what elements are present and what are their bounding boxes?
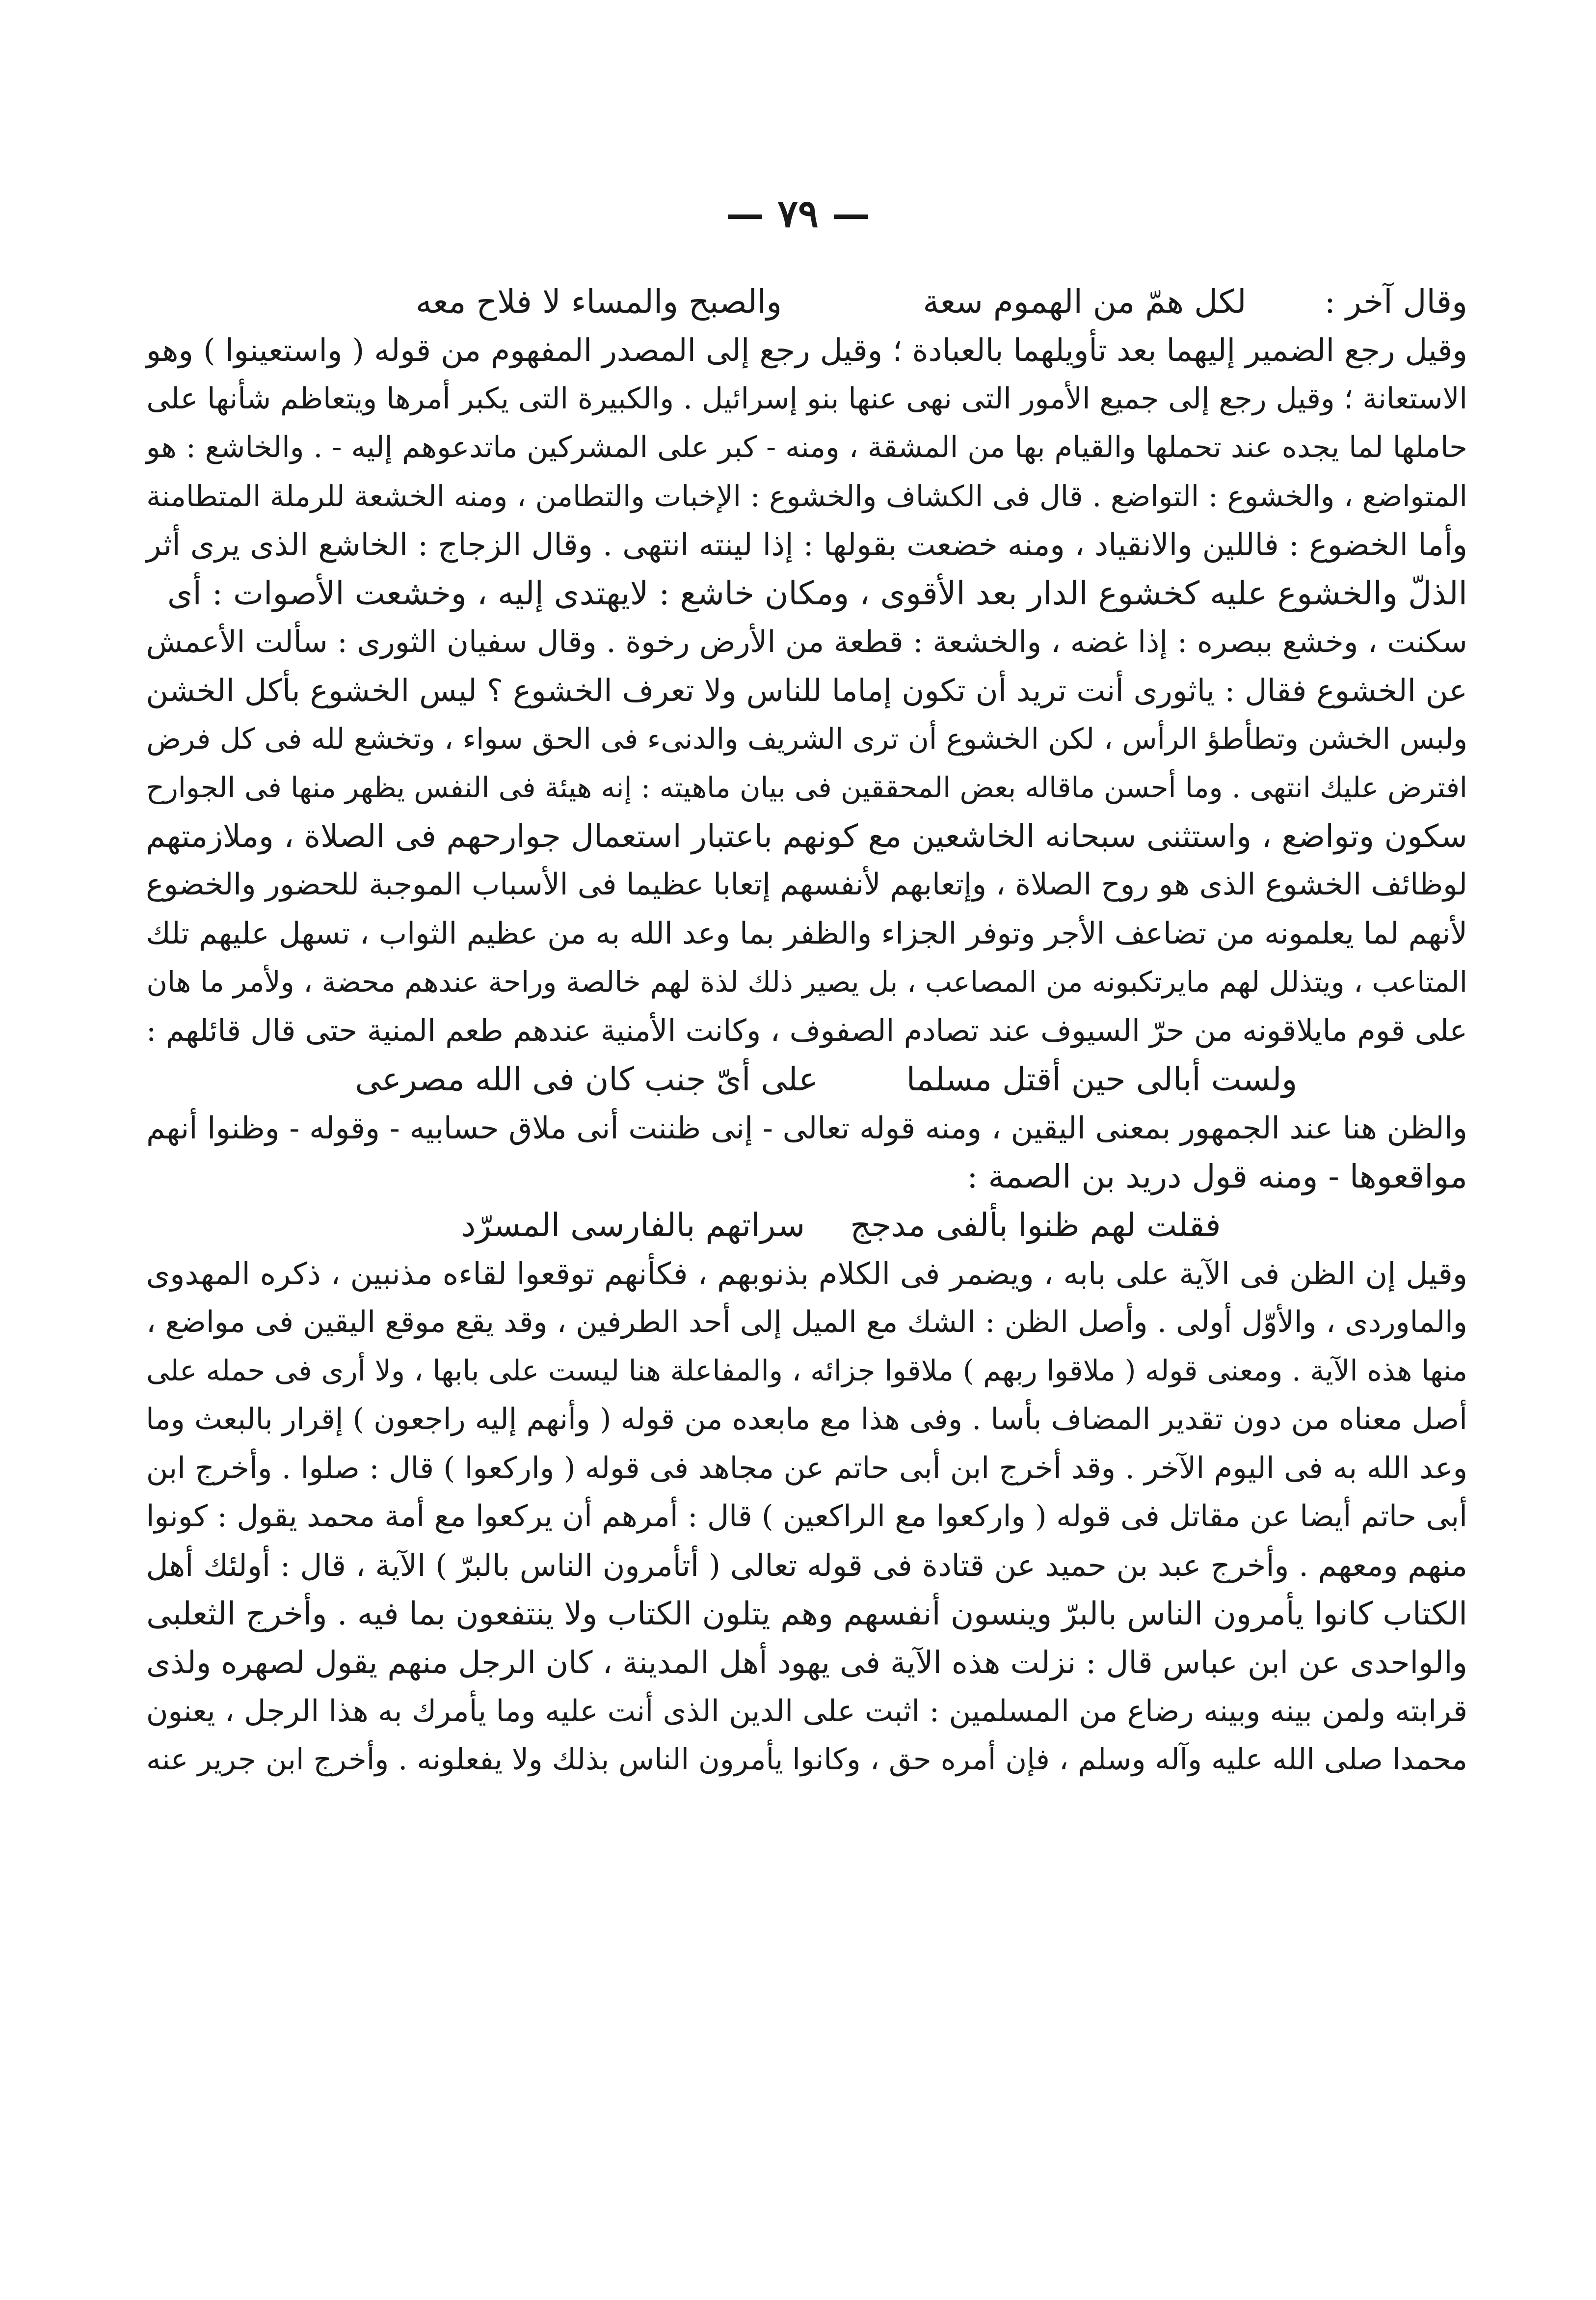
text-line: الكتاب كانوا يأمرون الناس بالبرّ وينسون أنفسهم وهم يتلون الكتاب ولا ينتفعون بما فيه . وأخرج الثعلبى	[146, 1596, 1467, 1632]
verse-hemistich-second: والصبح والمساء لا فلاح معه	[415, 283, 782, 321]
text-line: وأما الخضوع : فاللين والانقياد ، ومنه خضعت بقولها : إذا لينته انتهى . وقال الزجاج : الخاشع الذى يرى أثر	[146, 527, 1467, 563]
poetry-verse	[133, 1201, 1467, 1249]
verse-hemistich-first: فقلت لهم ظنوا بألفى مدجج	[850, 1206, 1221, 1244]
text-line: المتاعب ، ويتذلل لهم مايرتكبونه من المصاعب ، بل يصير ذلك لذة لهم خالصة وراحة عندهم محضة ، ولأمر ما هان	[146, 965, 1467, 999]
text-line: والماوردى ، والأوّل أولى . وأصل الظن : الشك مع الميل إلى أحد الطرفين ، وقد يقع موقع اليقين فى مواضع ،	[146, 1305, 1467, 1339]
verse-hemistich-first: ولست أبالى حين أقتل مسلما	[906, 1060, 1298, 1098]
text-line: المتواضع ، والخشوع : التواضع . قال فى الكشاف والخشوع : الإخبات والتطامن ، ومنه الخشعة للرملة المتطامنة	[146, 479, 1467, 513]
text-line: لوظائف الخشوع الذى هو روح الصلاة ، وإتعابهم لأنفسهم إتعابا عظيما فى الأسباب الموجبة للحضور والخضوع	[146, 867, 1467, 902]
paragraph	[133, 1104, 1467, 1201]
text-line: افترض عليك انتهى . وما أحسن ماقاله بعض المحققين فى بيان ماهيته : إنه هيئة فى النفس يظهر منها فى الجوارح	[146, 771, 1467, 804]
poetry-verse	[133, 277, 1467, 326]
paragraph	[133, 1249, 1467, 1784]
poetry-verse	[133, 1055, 1467, 1104]
paragraph	[133, 326, 1467, 1055]
page-body	[133, 277, 1467, 1784]
text-line: وقيل رجع الضمير إليهما بعد تأويلهما بالعبادة ؛ وقيل رجع إلى المصدر المفهوم من قوله ( واستعينوا ) وهو	[146, 332, 1467, 368]
verse-hemistich-second: على أىّ جنب كان فى الله مصرعى	[355, 1060, 818, 1098]
text-line: سكنت ، وخشع ببصره : إذا غضه ، والخشعة : قطعة من الأرض رخوة . وقال سفيان الثورى : سألت الأعمش	[146, 624, 1467, 659]
verse-intro: وقال آخر :	[1324, 283, 1467, 321]
text-line: على قوم مايلاقونه من حرّ السيوف عند تصادم الصفوف ، وكانت الأمنية عندهم طعم المنية حتى قال قائلهم :	[146, 1013, 1467, 1048]
verse-hemistich-second: سراتهم بالفارسى المسرّد	[461, 1206, 805, 1244]
text-line: محمدا صلى الله عليه وآله وسلم ، فإن أمره حق ، وكانوا يأمرون الناس بذلك ولا يفعلونه . وأخرج ابن جرير عنه	[146, 1743, 1467, 1777]
page-number: — ٧٩ —	[725, 191, 871, 236]
text-line: مواقعوها - ومنه قول دريد بن الصمة :	[967, 1158, 1467, 1195]
text-line: عن الخشوع فقال : ياثورى أنت تريد أن تكون إماما للناس ولا تعرف الخشوع ؟ ليس الخشوع بأكل الخشن	[146, 673, 1467, 708]
verse-hemistich-first: لكل همّ من الهموم سعة	[923, 283, 1247, 321]
text-line: لأنهم لما يعلمونه من تضاعف الأجر وتوفر الجزاء والظفر بما وعد الله به من عظيم الثواب ، تسهل عليهم تلك	[146, 916, 1467, 951]
text-line: سكون وتواضع ، واستثنى سبحانه الخاشعين مع كونهم باعتبار استعمال جوارحهم فى الصلاة ، وملازمتهم	[146, 818, 1467, 855]
text-line: ولبس الخشن وتطأطؤ الرأس ، لكن الخشوع أن ترى الشريف والدنىء فى الحق سواء ، وتخشع لله فى كل فرض	[146, 722, 1467, 756]
text-line: حاملها لما يجده عند تحملها والقيام بها من المشقة ، ومنه - كبر على المشركين ماتدعوهم إليه - . والخاشع : هو	[146, 431, 1467, 464]
text-line: الذلّ والخشوع عليه كخشوع الدار بعد الأقوى ، ومكان خاشع : لايهتدى إليه ، وخشعت الأصوات : أى	[167, 574, 1467, 612]
text-line: منهم ومعهم . وأخرج عبد بن حميد عن قتادة فى قوله تعالى ( أتأمرون الناس بالبرّ ) الآية ، قال : أولئك أهل	[146, 1547, 1467, 1583]
text-line: الاستعانة ؛ وقيل رجع إلى جميع الأمور التى نهى عنها بنو إسرائيل . والكبيرة التى يكبر أمرها ويتعاظم شأنها على	[146, 382, 1467, 416]
text-line: منها هذه الآية . ومعنى قوله ( ملاقوا ربهم ) ملاقوا جزائه ، والمفاعلة هنا ليست على بابها ، ولا أرى فى حمله على	[146, 1354, 1467, 1387]
text-line: أصل معناه من دون تقدير المضاف بأسا . وفى هذا مع مابعده من قوله ( وأنهم إليه راجعون ) إقرار بالبعث وما	[146, 1402, 1467, 1436]
text-line: وعد الله به فى اليوم الآخر . وقد أخرج ابن أبى حاتم عن مجاهد فى قوله ( واركعوا ) قال : صلوا . وأخرج ابن	[146, 1451, 1467, 1486]
text-line: وقيل إن الظن فى الآية على بابه ، ويضمر فى الكلام بذنوبهم ، فكأنهم توقعوا لقاءه مذنبين ، ذكره المهدوى	[146, 1256, 1467, 1292]
text-line: أبى حاتم أيضا عن مقاتل فى قوله ( واركعوا مع الراكعين ) قال : أمرهم أن يركعوا مع أمة محمد يقول : كونوا	[146, 1499, 1467, 1534]
text-line: والظن هنا عند الجمهور بمعنى اليقين ، ومنه قوله تعالى - إنى ظننت أنى ملاق حسابيه - وقوله - وظنوا أنهم	[146, 1110, 1467, 1146]
text-line: والواحدى عن ابن عباس قال : نزلت هذه الآية فى يهود أهل المدينة ، كان الرجل منهم يقول لصهره ولذى	[146, 1644, 1467, 1680]
text-line: قرابته ولمن بينه وبينه رضاع من المسلمين : اثبت على الدين الذى أنت عليه وما يأمرك به هذا الرجل ، يعنون	[146, 1694, 1467, 1729]
